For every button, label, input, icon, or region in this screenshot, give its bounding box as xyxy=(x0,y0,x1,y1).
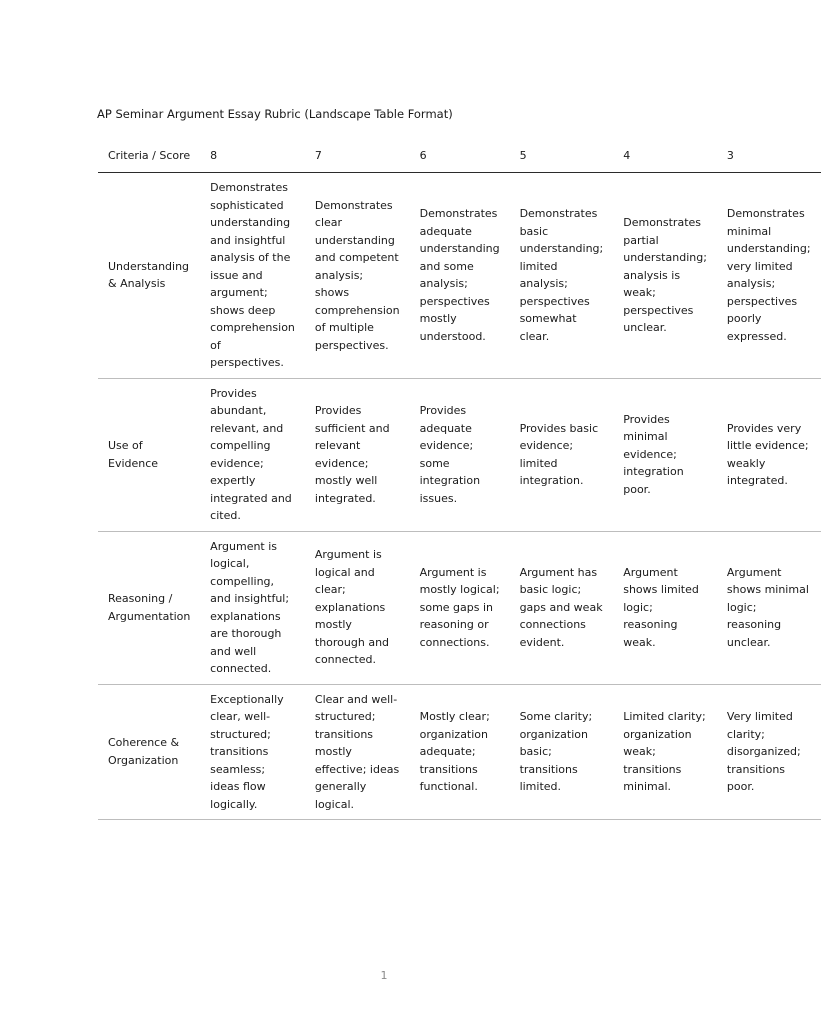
score-cell: Provides adequate evidence; some integration issues. xyxy=(410,378,510,531)
column-header-criteria: Criteria / Score xyxy=(98,139,200,173)
score-cell: Demonstrates minimal understanding; very limited analysis; perspectives poorly expressed. xyxy=(717,173,821,379)
score-cell: Argument shows minimal logic; reasoning unclear. xyxy=(717,531,821,684)
score-cell: Argument shows limited logic; reasoning weak. xyxy=(613,531,717,684)
score-cell: Provides sufficient and relevant evidence; mostly well integrated. xyxy=(305,378,410,531)
column-header-score-6: 6 xyxy=(410,139,510,173)
rubric-table-body xyxy=(98,173,821,820)
criteria-cell: Understanding & Analysis xyxy=(98,173,200,379)
score-cell: Provides basic evidence; limited integration. xyxy=(510,378,614,531)
header-row xyxy=(98,139,821,173)
criteria-cell: Use of Evidence xyxy=(98,378,200,531)
score-cell: Provides minimal evidence; integration poor. xyxy=(613,378,717,531)
score-cell: Mostly clear; organization adequate; transitions functional. xyxy=(410,684,510,820)
score-cell: Demonstrates adequate understanding and some analysis; perspectives mostly understood. xyxy=(410,173,510,379)
document-title: AP Seminar Argument Essay Rubric (Landscape Table Format) xyxy=(97,107,453,121)
column-header-score-8: 8 xyxy=(200,139,305,173)
score-cell: Demonstrates clear understanding and competent analysis; shows comprehension of multiple perspectives. xyxy=(305,173,410,379)
score-cell: Argument has basic logic; gaps and weak connections evident. xyxy=(510,531,614,684)
score-cell: Argument is logical and clear; explanations mostly thorough and connected. xyxy=(305,531,410,684)
column-header-score-4: 4 xyxy=(613,139,717,173)
criteria-cell: Coherence & Organization xyxy=(98,684,200,820)
score-cell: Demonstrates sophisticated understanding and insightful analysis of the issue and argument; shows deep comprehension of perspectives. xyxy=(200,173,305,379)
score-cell: Limited clarity; organization weak; transitions minimal. xyxy=(613,684,717,820)
table-row xyxy=(98,173,821,379)
score-cell: Exceptionally clear, well-structured; transitions seamless; ideas flow logically. xyxy=(200,684,305,820)
criteria-cell: Reasoning / Argumentation xyxy=(98,531,200,684)
score-cell: Provides abundant, relevant, and compelling evidence; expertly integrated and cited. xyxy=(200,378,305,531)
rubric-table xyxy=(98,139,821,820)
page-number: 1 xyxy=(380,969,388,982)
score-cell: Some clarity; organization basic; transitions limited. xyxy=(510,684,614,820)
score-cell: Very limited clarity; disorganized; transitions poor. xyxy=(717,684,821,820)
table-row xyxy=(98,684,821,820)
score-cell: Provides very little evidence; weakly integrated. xyxy=(717,378,821,531)
score-cell: Clear and well-structured; transitions mostly effective; ideas generally logical. xyxy=(305,684,410,820)
score-cell: Argument is logical, compelling, and insightful; explanations are thorough and well connected. xyxy=(200,531,305,684)
score-cell: Demonstrates basic understanding; limited analysis; perspectives somewhat clear. xyxy=(510,173,614,379)
score-cell: Demonstrates partial understanding; analysis is weak; perspectives unclear. xyxy=(613,173,717,379)
score-cell: Argument is mostly logical; some gaps in reasoning or connections. xyxy=(410,531,510,684)
rubric-table-header xyxy=(98,139,821,173)
table-row xyxy=(98,378,821,531)
column-header-score-7: 7 xyxy=(305,139,410,173)
column-header-score-3: 3 xyxy=(717,139,821,173)
table-row xyxy=(98,531,821,684)
column-header-score-5: 5 xyxy=(510,139,614,173)
